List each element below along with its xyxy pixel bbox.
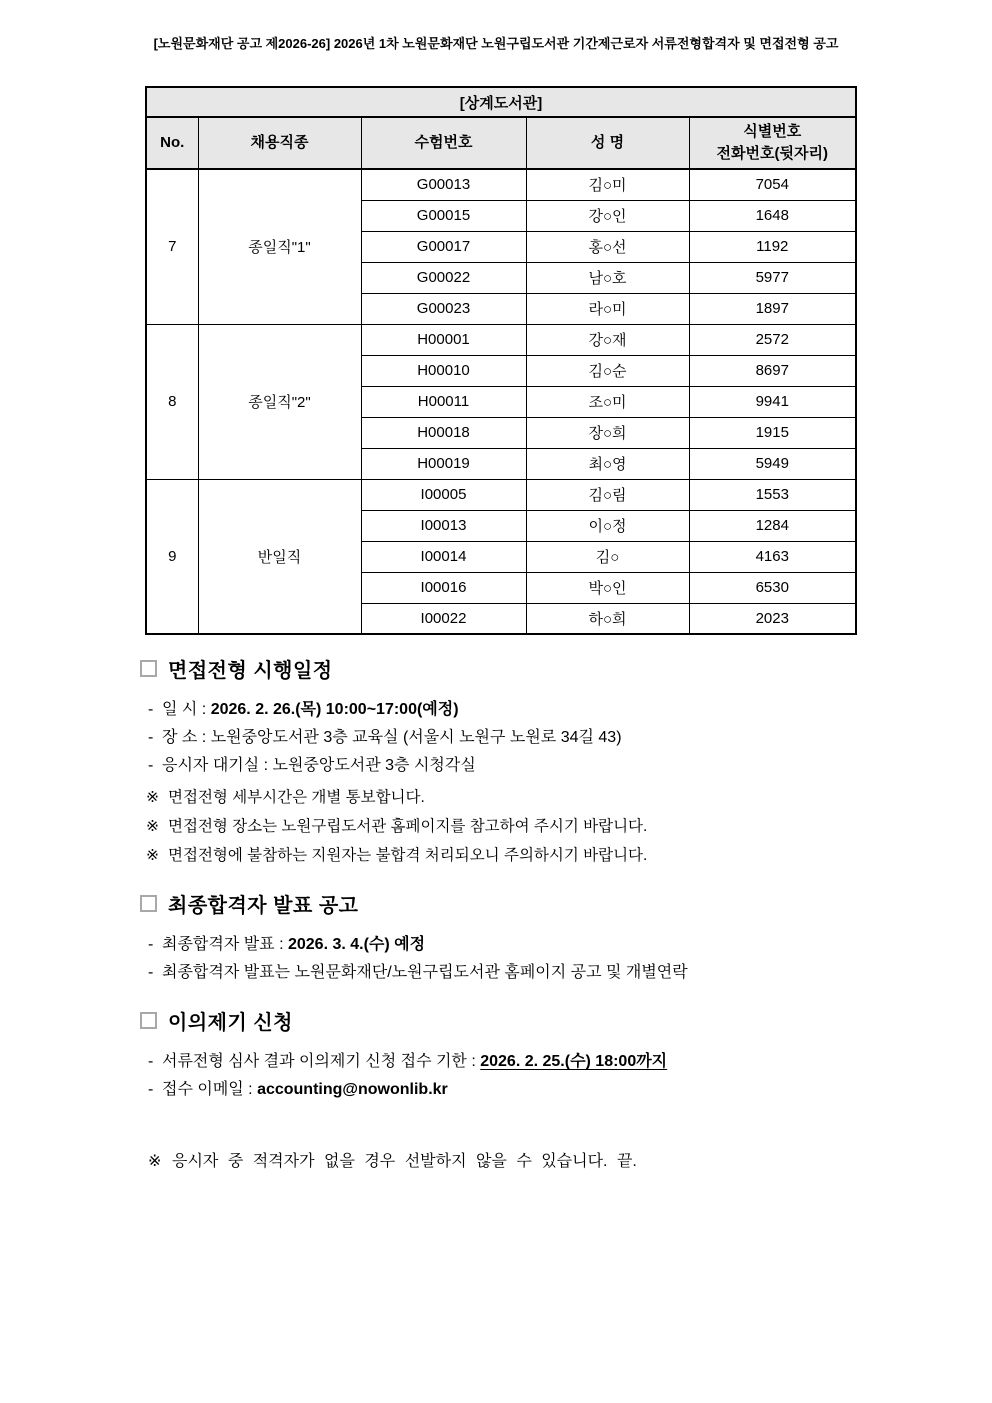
- cell-exam-number: I00022: [361, 603, 526, 634]
- cell-id-number: 1553: [689, 479, 856, 510]
- cell-name: 하○희: [526, 603, 689, 634]
- cell-name: 김○미: [526, 169, 689, 200]
- cell-id-number: 4163: [689, 541, 856, 572]
- cell-group-no: 8: [146, 324, 198, 479]
- cell-exam-number: H00018: [361, 417, 526, 448]
- cell-id-number: 1648: [689, 200, 856, 231]
- item-text-segment: 장 소 : 노원중앙도서관 3층 교육실 (서울시 노원구 노원로 34길 43): [162, 729, 622, 746]
- cell-name: 강○재: [526, 324, 689, 355]
- table-caption: [상계도서관]: [146, 87, 856, 117]
- cell-id-number: 7054: [689, 169, 856, 200]
- cell-name: 김○순: [526, 355, 689, 386]
- cell-exam-number: H00019: [361, 448, 526, 479]
- item-text-segment: 2026. 2. 26.(목) 10:00~17:00(예정): [210, 701, 459, 718]
- column-header-id-phone: [689, 117, 856, 169]
- table-row: [146, 479, 856, 510]
- cell-exam-number: I00005: [361, 479, 526, 510]
- sections-container: [140, 653, 992, 1104]
- cell-id-number: 8697: [689, 355, 856, 386]
- bullet-dash: -: [148, 1081, 154, 1098]
- section-item: [148, 959, 992, 987]
- cell-name: 김○: [526, 541, 689, 572]
- cell-name: 이○정: [526, 510, 689, 541]
- cell-job-type: 종일직"1": [198, 169, 361, 324]
- cell-exam-number: G00023: [361, 293, 526, 324]
- section-item: [148, 1076, 992, 1104]
- cell-id-number: 2572: [689, 324, 856, 355]
- roster-table: [145, 86, 857, 635]
- cell-group-no: 7: [146, 169, 198, 324]
- item-text-segment: 2026. 2. 25.(수) 18:00까지: [480, 1053, 668, 1070]
- section: [140, 1005, 992, 1104]
- section-title: 면접전형 시행일정: [168, 659, 333, 682]
- bullet-dash: -: [148, 701, 154, 718]
- table-row: [146, 169, 856, 200]
- section-item: [148, 931, 992, 959]
- section-notes: [140, 783, 992, 870]
- cell-group-no: 9: [146, 479, 198, 634]
- column-header-exam-number: 수험번호: [361, 117, 526, 169]
- cell-job-type: 종일직"2": [198, 324, 361, 479]
- section-heading: [140, 1005, 992, 1035]
- cell-id-number: 9941: [689, 386, 856, 417]
- section-heading: [140, 888, 992, 918]
- cell-exam-number: I00016: [361, 572, 526, 603]
- column-header-name: 성 명: [526, 117, 689, 169]
- bullet-dash: -: [148, 964, 154, 981]
- bullet-dash: -: [148, 936, 154, 953]
- cell-id-number: 2023: [689, 603, 856, 634]
- section-item: [148, 724, 992, 752]
- item-text-segment: 2026. 3. 4.(수) 예정: [287, 936, 426, 953]
- section-title: 이의제기 신청: [168, 1011, 293, 1034]
- cell-name: 강○인: [526, 200, 689, 231]
- item-text-segment: 최종합격자 발표 :: [162, 936, 288, 953]
- bullet-dash: -: [148, 729, 154, 746]
- cell-name: 김○림: [526, 479, 689, 510]
- cell-name: 박○인: [526, 572, 689, 603]
- section-items: [140, 1048, 992, 1104]
- bullet-dash: -: [148, 1053, 154, 1070]
- section: [140, 888, 992, 987]
- cell-exam-number: I00014: [361, 541, 526, 572]
- column-header-id-line1: 식별번호: [743, 123, 802, 141]
- cell-exam-number: G00017: [361, 231, 526, 262]
- cell-id-number: 5977: [689, 262, 856, 293]
- cell-exam-number: H00010: [361, 355, 526, 386]
- footer-note-text: 응시자 중 적격자가 없을 경우 선발하지 않을 수 있습니다. 끝.: [172, 1153, 637, 1170]
- reference-mark-icon: ※: [146, 847, 159, 864]
- cell-name: 최○영: [526, 448, 689, 479]
- section-title: 최종합격자 발표 공고: [168, 894, 359, 917]
- cell-name: 남○호: [526, 262, 689, 293]
- note-text: 면접전형 장소는 노원구립도서관 홈페이지를 참고하여 주시기 바랍니다.: [168, 818, 648, 835]
- item-text-segment: 일 시 :: [162, 701, 211, 718]
- cell-job-type: 반일직: [198, 479, 361, 634]
- cell-id-number: 5949: [689, 448, 856, 479]
- cell-exam-number: G00015: [361, 200, 526, 231]
- table-caption-row: [146, 87, 856, 117]
- bullet-dash: -: [148, 757, 154, 774]
- checkbox-icon: [140, 895, 157, 912]
- roster-table-body: [146, 169, 856, 634]
- reference-mark-icon: ※: [146, 789, 159, 806]
- item-text-segment: 서류전형 심사 결과 이의제기 신청 접수 기한 :: [162, 1053, 481, 1070]
- cell-exam-number: G00013: [361, 169, 526, 200]
- section-item: [148, 1048, 992, 1076]
- table-row: [146, 324, 856, 355]
- item-text-segment: accounting@nowonlib.kr: [257, 1081, 448, 1098]
- cell-id-number: 6530: [689, 572, 856, 603]
- cell-name: 조○미: [526, 386, 689, 417]
- note-text: 면접전형 세부시간은 개별 통보합니다.: [168, 789, 425, 806]
- column-header-id-line2: 전화번호(뒷자리): [716, 145, 828, 162]
- note-text: 면접전형에 불참하는 지원자는 불합격 처리되오니 주의하시기 바랍니다.: [168, 847, 648, 864]
- section-note: [146, 841, 992, 870]
- section-items: [140, 931, 992, 987]
- document-title: [노원문화재단 공고 제2026-26] 2026년 1차 노원문화재단 노원구립도서관 기간제근로자 서류전형합격자 및 면접전형 공고: [153, 36, 839, 51]
- cell-id-number: 1915: [689, 417, 856, 448]
- section-note: [146, 783, 992, 812]
- cell-id-number: 1284: [689, 510, 856, 541]
- section-heading: [140, 653, 992, 683]
- cell-name: 장○희: [526, 417, 689, 448]
- footer-note: [148, 1148, 992, 1171]
- checkbox-icon: [140, 1012, 157, 1029]
- cell-id-number: 1192: [689, 231, 856, 262]
- item-text-segment: 응시자 대기실 : 노원중앙도서관 3층 시청각실: [162, 757, 476, 774]
- cell-exam-number: G00022: [361, 262, 526, 293]
- column-header-job-type: 채용직종: [198, 117, 361, 169]
- cell-name: 라○미: [526, 293, 689, 324]
- section-note: [146, 812, 992, 841]
- section-item: [148, 696, 992, 724]
- section-item: [148, 752, 992, 780]
- reference-mark-icon: ※: [148, 1153, 162, 1170]
- section: [140, 653, 992, 870]
- reference-mark-icon: ※: [146, 818, 159, 835]
- cell-exam-number: H00001: [361, 324, 526, 355]
- cell-exam-number: I00013: [361, 510, 526, 541]
- section-items: [140, 696, 992, 780]
- cell-name: 홍○선: [526, 231, 689, 262]
- item-text-segment: 최종합격자 발표는 노원문화재단/노원구립도서관 홈페이지 공고 및 개별연락: [162, 964, 688, 981]
- table-header-row: [146, 117, 856, 169]
- column-header-no: No.: [146, 117, 198, 169]
- cell-id-number: 1897: [689, 293, 856, 324]
- cell-exam-number: H00011: [361, 386, 526, 417]
- item-text-segment: 접수 이메일 :: [162, 1081, 258, 1098]
- checkbox-icon: [140, 660, 157, 677]
